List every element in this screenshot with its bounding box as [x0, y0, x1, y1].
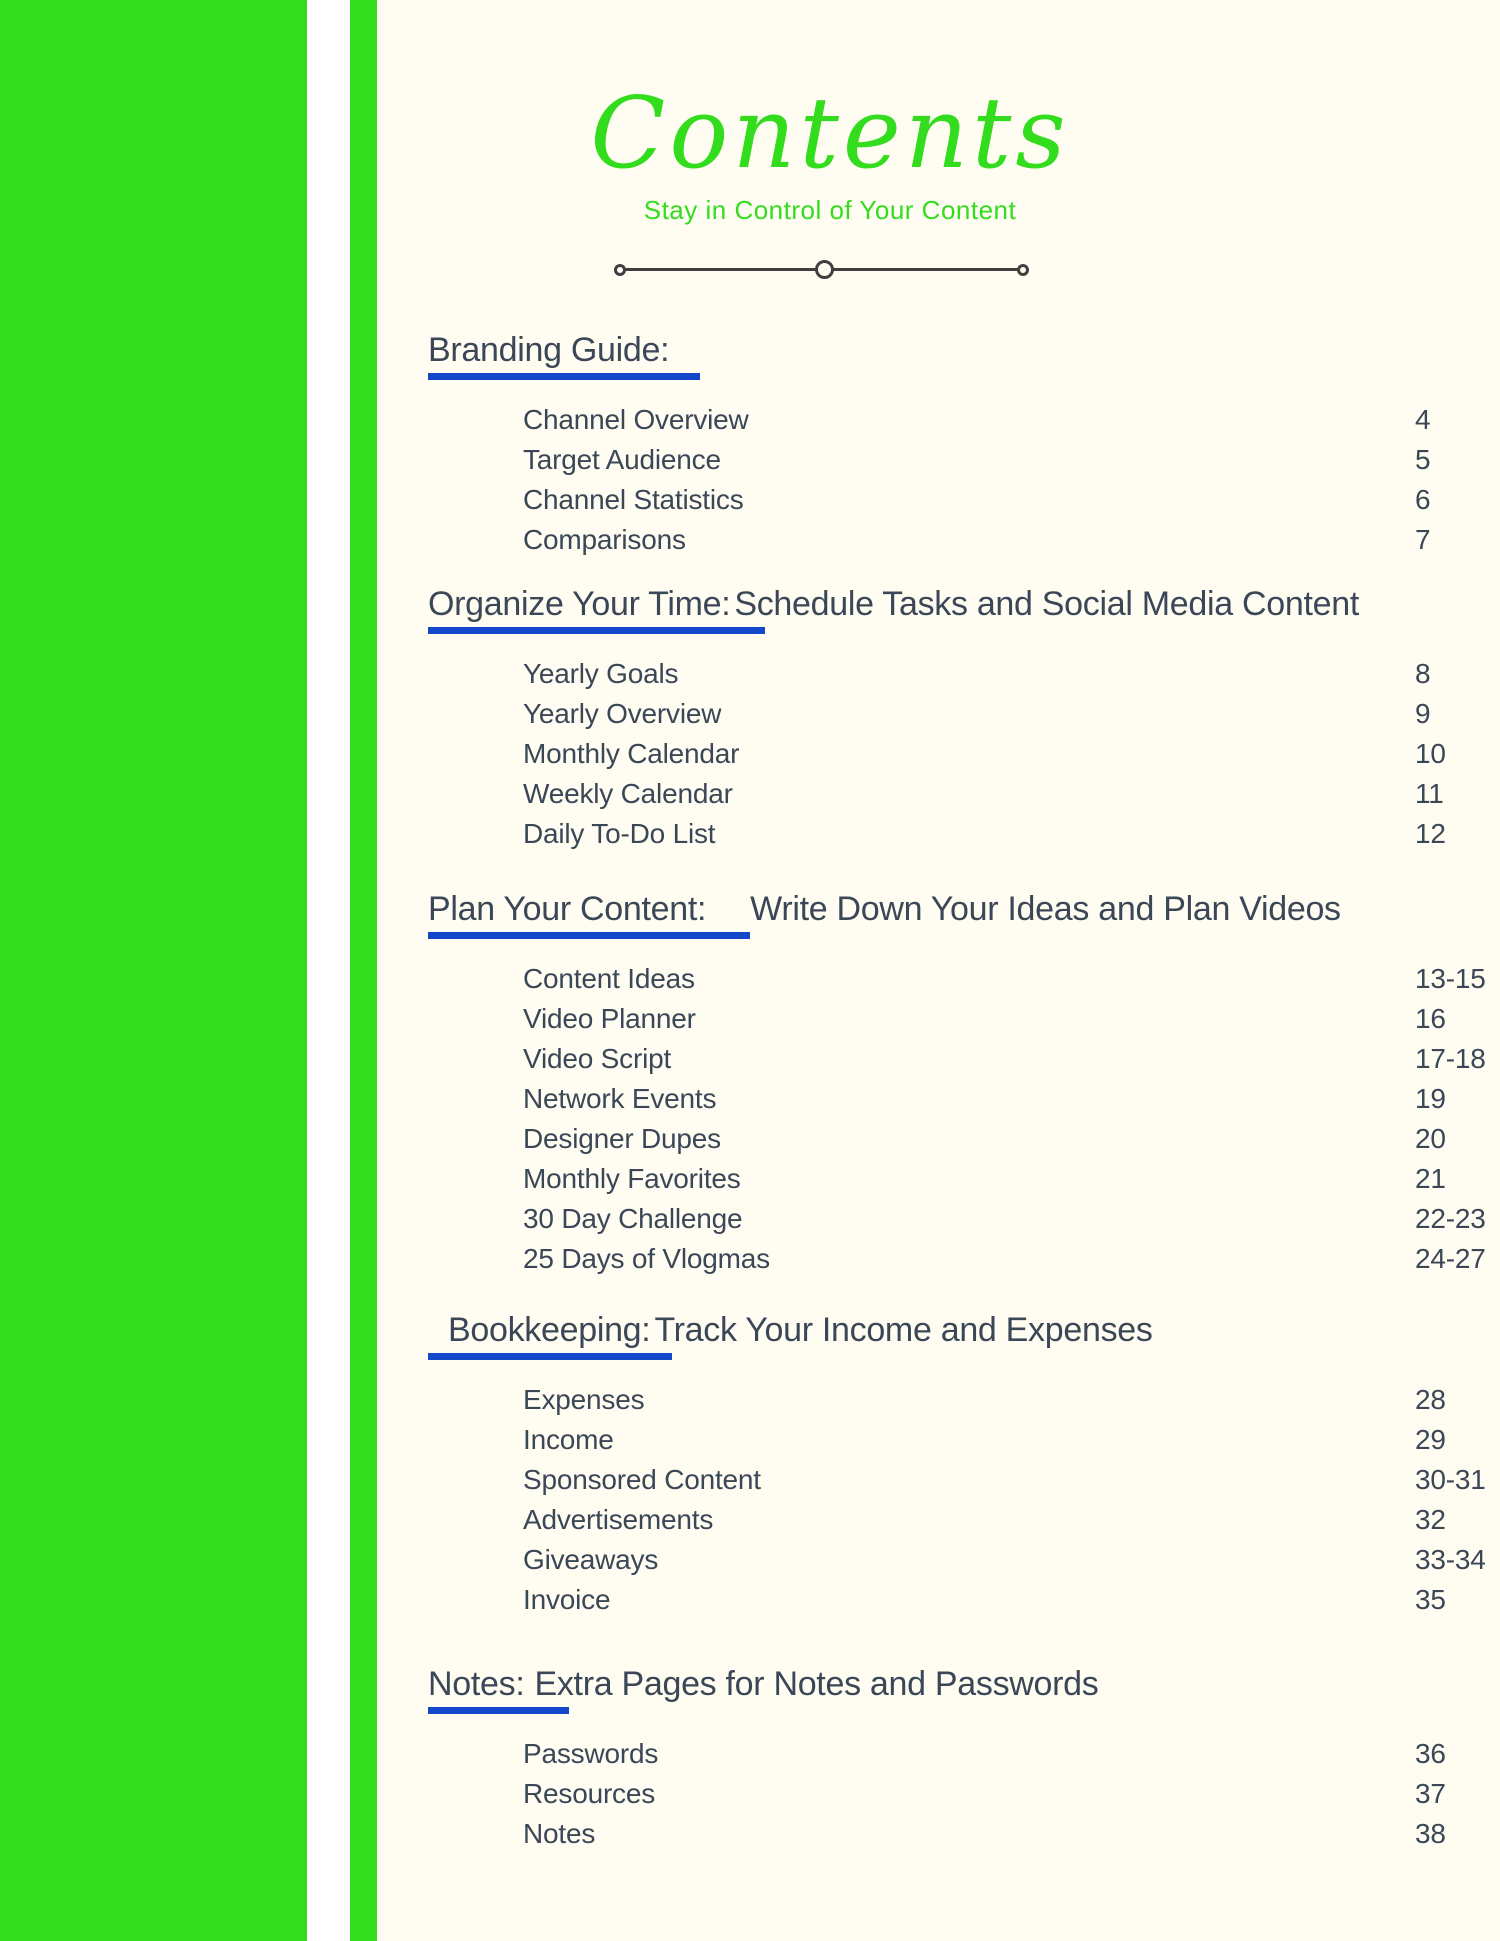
toc-item-page: 7: [1415, 524, 1431, 555]
section-subtitle: Write Down Your Ideas and Plan Videos: [750, 890, 1341, 928]
toc-item-label: Comparisons: [523, 524, 686, 555]
section-underline: [428, 373, 700, 380]
section-heading: [428, 584, 1428, 624]
section-heading: [428, 1310, 1428, 1350]
toc-item-label: Channel Overview: [523, 404, 749, 435]
section-subtitle: Track Your Income and Expenses: [654, 1311, 1153, 1349]
page-title: Contents: [590, 77, 1070, 191]
toc-row: [523, 1199, 1486, 1239]
section-title: Branding Guide:: [428, 331, 670, 369]
toc-row: [523, 1734, 1446, 1774]
toc-item-page: 10: [1415, 738, 1446, 769]
divider: [620, 261, 1023, 278]
toc-item-label: Expenses: [523, 1384, 645, 1415]
toc-item-list: [428, 654, 1446, 854]
section-title: Organize Your Time:: [428, 585, 731, 623]
toc-item-label: Income: [523, 1424, 614, 1455]
toc-item-label: Video Script: [523, 1043, 672, 1074]
toc-item-list: [428, 959, 1486, 1279]
section-heading: [428, 330, 1428, 370]
toc-item-label: Weekly Calendar: [523, 778, 733, 809]
section-underline: [428, 627, 765, 634]
section-underline: [428, 1707, 569, 1714]
toc-item-page: 36: [1415, 1738, 1446, 1769]
title-block: [440, 78, 1220, 226]
section-heading: [428, 1664, 1428, 1704]
toc-item-list: [428, 400, 1431, 560]
toc-item-page: 19: [1415, 1083, 1446, 1114]
toc-row: [523, 1500, 1446, 1540]
section-underline: [428, 932, 750, 939]
toc-item-label: Passwords: [523, 1738, 659, 1769]
toc-row: [523, 1420, 1446, 1460]
section-title: Bookkeeping:: [448, 1311, 651, 1349]
toc-item-page: 17-18: [1415, 1043, 1486, 1074]
toc-item-page: 13-15: [1415, 963, 1486, 994]
toc-item-page: 21: [1415, 1163, 1446, 1194]
section-notes: [428, 1664, 1446, 1854]
toc-item-label: Network Events: [523, 1083, 717, 1114]
toc-item-label: Yearly Overview: [523, 698, 722, 729]
toc-item-page: 28: [1415, 1384, 1446, 1415]
toc-row: [523, 1580, 1446, 1620]
toc-row: [523, 400, 1431, 440]
toc-item-label: Designer Dupes: [523, 1123, 721, 1154]
toc-item-page: 32: [1415, 1504, 1446, 1535]
toc-item-page: 11: [1415, 778, 1444, 809]
toc-row: [523, 774, 1444, 814]
toc-item-page: 37: [1415, 1778, 1446, 1809]
toc-row: [523, 1540, 1486, 1580]
toc-item-page: 4: [1415, 404, 1431, 435]
toc-row: [523, 1079, 1446, 1119]
toc-item-page: 20: [1415, 1123, 1446, 1154]
toc-item-label: Giveaways: [523, 1544, 659, 1575]
section-heading: [428, 889, 1428, 929]
left-green-bar: [0, 0, 307, 1941]
toc-item-list: [428, 1734, 1446, 1854]
toc-item-label: Video Planner: [523, 1003, 696, 1034]
divider-circle-left-icon: [614, 264, 626, 276]
toc-row: [523, 1814, 1446, 1854]
toc-row: [523, 1159, 1446, 1199]
toc-item-page: 35: [1415, 1584, 1446, 1615]
toc-row: [523, 734, 1446, 774]
toc-item-label: Channel Statistics: [523, 484, 744, 515]
section-organize-your-time: [428, 584, 1446, 854]
section-branding-guide: [428, 330, 1431, 560]
divider-circle-right-icon: [1017, 264, 1029, 276]
toc-row: [523, 520, 1431, 560]
toc-item-page: 9: [1415, 698, 1431, 729]
toc-item-label: Target Audience: [523, 444, 721, 475]
toc-item-page: 22-23: [1415, 1203, 1486, 1234]
page-subtitle: Stay in Control of Your Content: [643, 194, 1017, 225]
section-title: Notes:: [428, 1665, 525, 1703]
toc-row: [523, 654, 1431, 694]
toc-item-label: Monthly Favorites: [523, 1163, 741, 1194]
toc-item-label: Yearly Goals: [523, 658, 679, 689]
toc-row: [523, 440, 1431, 480]
toc-item-page: 8: [1415, 658, 1431, 689]
toc-item-label: Notes: [523, 1818, 596, 1849]
section-subtitle: Extra Pages for Notes and Passwords: [534, 1665, 1099, 1703]
toc-item-page: 38: [1415, 1818, 1446, 1849]
toc-item-page: 5: [1415, 444, 1431, 475]
toc-row: [523, 1460, 1486, 1500]
toc-item-label: Daily To-Do List: [523, 818, 716, 849]
section-plan-your-content: [428, 889, 1486, 1279]
toc-item-label: Content Ideas: [523, 963, 695, 994]
section-subtitle: Schedule Tasks and Social Media Content: [734, 585, 1359, 623]
divider-circle-center-icon: [815, 260, 834, 279]
toc-item-label: 30 Day Challenge: [523, 1203, 743, 1234]
toc-row: [523, 1774, 1446, 1814]
toc-item-page: 12: [1415, 818, 1446, 849]
toc-row: [523, 1380, 1446, 1420]
toc-row: [523, 480, 1431, 520]
toc-item-label: Advertisements: [523, 1504, 714, 1535]
toc-item-label: Resources: [523, 1778, 656, 1809]
toc-item-page: 29: [1415, 1424, 1446, 1455]
section-bookkeeping: [428, 1310, 1486, 1620]
toc-item-page: 30-31: [1415, 1464, 1486, 1495]
left-white-gap: [307, 0, 350, 1941]
toc-item-label: 25 Days of Vlogmas: [523, 1243, 770, 1274]
toc-row: [523, 1239, 1486, 1279]
toc-item-label: Invoice: [523, 1584, 611, 1615]
toc-row: [523, 814, 1446, 854]
toc-row: [523, 1039, 1486, 1079]
toc-item-label: Sponsored Content: [523, 1464, 761, 1495]
section-title: Plan Your Content:: [428, 890, 707, 928]
left-thin-green-bar: [350, 0, 377, 1941]
toc-item-page: 6: [1415, 484, 1431, 515]
toc-item-label: Monthly Calendar: [523, 738, 740, 769]
toc-row: [523, 999, 1446, 1039]
toc-item-list: [428, 1380, 1486, 1620]
section-underline: [428, 1353, 672, 1360]
toc-item-page: 33-34: [1415, 1544, 1486, 1575]
toc-row: [523, 1119, 1446, 1159]
toc-row: [523, 694, 1431, 734]
toc-item-page: 16: [1415, 1003, 1446, 1034]
toc-item-page: 24-27: [1415, 1243, 1486, 1274]
toc-row: [523, 959, 1486, 999]
